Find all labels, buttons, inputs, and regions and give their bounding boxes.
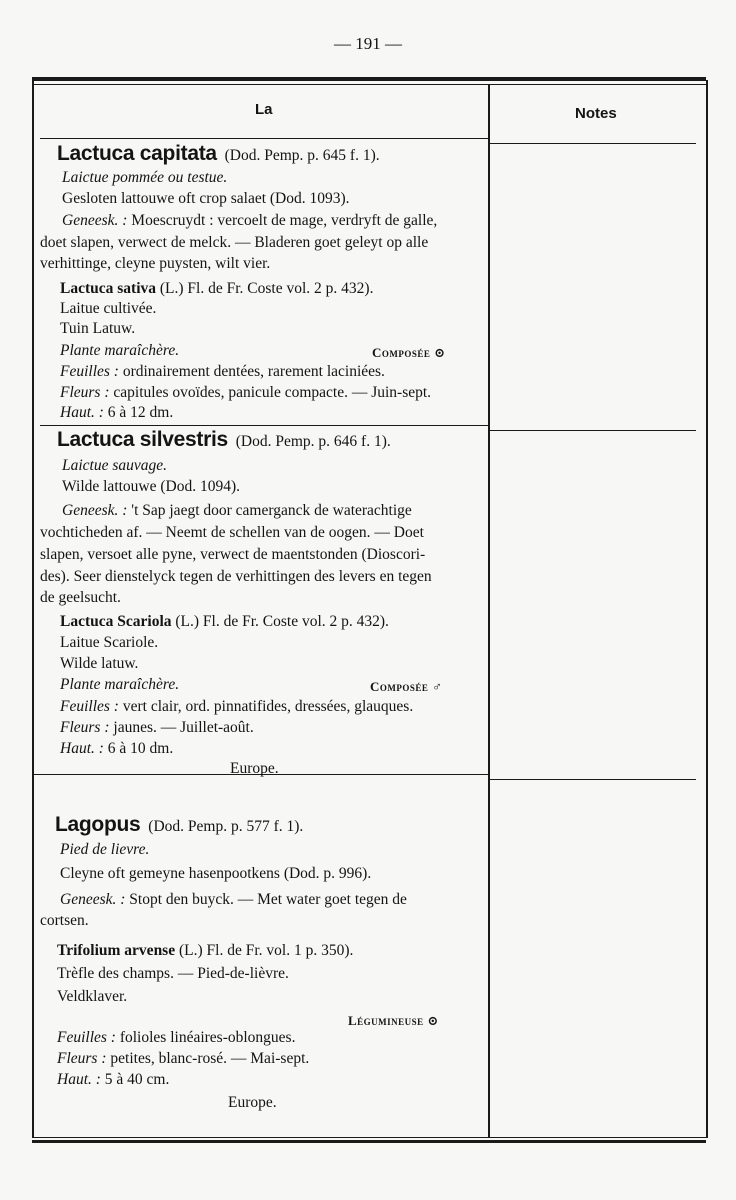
entry1-geneesk-l3: verhittinge, cleyne puysten, wilt vier. [40, 255, 271, 272]
entry2-haut-label: Haut. : [60, 740, 104, 757]
entry3-heading [55, 815, 303, 837]
entry2-title: Lactuca silvestris [57, 428, 228, 451]
entry1-haut-label: Haut. : [60, 404, 104, 421]
entry2-geneesk-l2: vochticheden af. — Neemt de schellen van de oogen. — Doet [40, 524, 424, 541]
entry1-sub-title: Lactuca sativa [60, 280, 157, 297]
entry2-fr-name: Laictue sauvage. [62, 457, 168, 474]
entry2-ref: (Dod. Pemp. p. 646 f. 1). [235, 433, 391, 450]
entry2-haut-text: 6 à 10 dm. [107, 740, 174, 757]
entry2-sub-ref: (L.) Fl. de Fr. Coste vol. 2 p. 432). [175, 613, 389, 630]
entry3-sub-ref: (L.) Fl. de Fr. vol. 1 p. 350). [178, 942, 354, 959]
entry3-fleurs-text: petites, blanc-rosé. — Mai-sept. [110, 1050, 310, 1067]
column-divider [488, 84, 490, 1138]
entry3-feuilles-text: folioles linéaires-oblongues. [119, 1029, 296, 1046]
entry2-geneesk-label: Geneesk. : [62, 502, 128, 519]
entry1-feuilles-text: ordinairement dentées, rarement laciniées. [122, 363, 385, 380]
entry2-geneesk-l4: des). Seer dienstelyck tegen de verhittingen des levers en tegen [40, 568, 432, 585]
entry2-geneesk-l5: de geelsucht. [40, 589, 121, 606]
entry1-geneesk-l2: doet slapen, verwect de melck. — Bladeren goet geleyt op alle [40, 234, 429, 251]
entry3-region: Europe. [228, 1094, 277, 1111]
entry1-heading [57, 144, 380, 166]
entry1-feuilles [60, 362, 385, 382]
entry3-geneesk-l2: cortsen. [40, 912, 89, 929]
entry2-sub-fr: Laitue Scariole. [60, 634, 159, 651]
entry1-fr-name: Laictue pommée ou testue. [62, 169, 228, 186]
entry3-sub-heading [57, 941, 353, 961]
entry3-feuilles [57, 1028, 295, 1048]
entry1-fleurs-label: Fleurs : [60, 384, 110, 401]
entry1-sub-fr: Laitue cultivée. [60, 300, 157, 317]
entry1-feuilles-label: Feuilles : [60, 363, 119, 380]
bottom-rule-thin [32, 1137, 706, 1138]
entry3-geneesk-label: Geneesk. : [60, 891, 126, 908]
divider-1-main [40, 425, 488, 426]
entry2-geneesk-l1 [62, 501, 412, 521]
entry2-geneesk-l3: slapen, versoet alle pyne, verwect de maentstonden (Dioscori- [40, 546, 426, 563]
divider-2-notes [490, 779, 696, 780]
entry2-plante: Plante maraîchère. [60, 676, 180, 693]
entry2-family: Composée ♂ [370, 679, 443, 694]
bottom-rule-thick [32, 1140, 706, 1143]
top-rule-thick [32, 77, 706, 81]
entry3-ref: (Dod. Pemp. p. 577 f. 1). [148, 818, 304, 835]
entry3-title: Lagopus [55, 813, 141, 836]
entry3-geneesk-l1 [60, 890, 407, 910]
entry1-sub-nl: Tuin Latuw. [60, 320, 136, 337]
entry2-heading [57, 430, 391, 452]
entry2-feuilles-label: Feuilles : [60, 698, 119, 715]
entry1-haut-text: 6 à 12 dm. [107, 404, 174, 421]
entry3-sub-fr: Trèfle des champs. — Pied-de-lièvre. [57, 965, 289, 982]
entry1-sub-heading [60, 279, 373, 299]
entry2-sub-heading [60, 612, 389, 632]
column-header-main: La [255, 101, 273, 118]
entry2-sub-nl: Wilde latuw. [60, 655, 139, 672]
entry1-geneesk-text1: Moescruydt : vercoelt de mage, verdryft de galle, [131, 212, 438, 229]
entry3-feuilles-label: Feuilles : [57, 1029, 116, 1046]
entry1-geneesk-label: Geneesk. : [62, 212, 128, 229]
divider-1-notes [490, 430, 696, 431]
entry2-feuilles [60, 697, 413, 717]
entry2-haut [60, 739, 173, 759]
entry3-sub-title: Trifolium arvense [57, 942, 176, 959]
entry3-family: Légumineuse ⊙ [348, 1013, 439, 1028]
entry3-fleurs [57, 1049, 309, 1069]
entry3-haut-text: 5 à 40 cm. [104, 1071, 170, 1088]
entry3-nl-name: Cleyne oft gemeyne hasenpootkens (Dod. p. 996). [60, 865, 372, 882]
entry2-fleurs [60, 718, 254, 738]
entry3-fleurs-label: Fleurs : [57, 1050, 107, 1067]
entry1-fleurs-text: capitules ovoïdes, panicule compacte. — Juin-sept. [113, 384, 432, 401]
top-rule-thin [32, 84, 706, 85]
column-header-notes: Notes [575, 105, 617, 122]
entry1-family: Composée ⊙ [372, 345, 446, 360]
entry2-fleurs-text: jaunes. — Juillet-août. [113, 719, 254, 736]
entry1-haut [60, 403, 173, 423]
entry3-geneesk-text1: Stopt den buyck. — Met water goet tegen de [129, 891, 407, 908]
entry1-plante: Plante maraîchère. [60, 342, 180, 359]
entry1-title: Lactuca capitata [57, 142, 217, 165]
header-rule-notes [490, 143, 696, 144]
entry2-nl-name: Wilde lattouwe (Dod. 1094). [62, 478, 241, 495]
entry1-nl-name: Gesloten lattouwe oft crop salaet (Dod. 1093). [62, 190, 350, 207]
page-number: — 191 — [334, 34, 402, 53]
entry2-fleurs-label: Fleurs : [60, 719, 110, 736]
entry1-geneesk-l1 [62, 211, 437, 231]
entry3-fr-name: Pied de lievre. [60, 841, 150, 858]
entry3-sub-nl: Veldklaver. [57, 988, 128, 1005]
entry3-haut-label: Haut. : [57, 1071, 101, 1088]
entry2-sub-title: Lactuca Scariola [60, 613, 172, 630]
entry1-sub-ref: (L.) Fl. de Fr. Coste vol. 2 p. 432). [159, 280, 374, 297]
entry2-feuilles-text: vert clair, ord. pinnatifides, dressées, glauques. [122, 698, 414, 715]
entry1-ref: (Dod. Pemp. p. 645 f. 1). [224, 147, 380, 164]
entry3-haut [57, 1070, 169, 1090]
entry2-region: Europe. [230, 760, 279, 777]
header-rule-main [40, 138, 488, 139]
entry1-fleurs [60, 383, 431, 403]
entry2-geneesk-text1: 't Sap jaegt door camerganck de waterachtige [131, 502, 412, 519]
